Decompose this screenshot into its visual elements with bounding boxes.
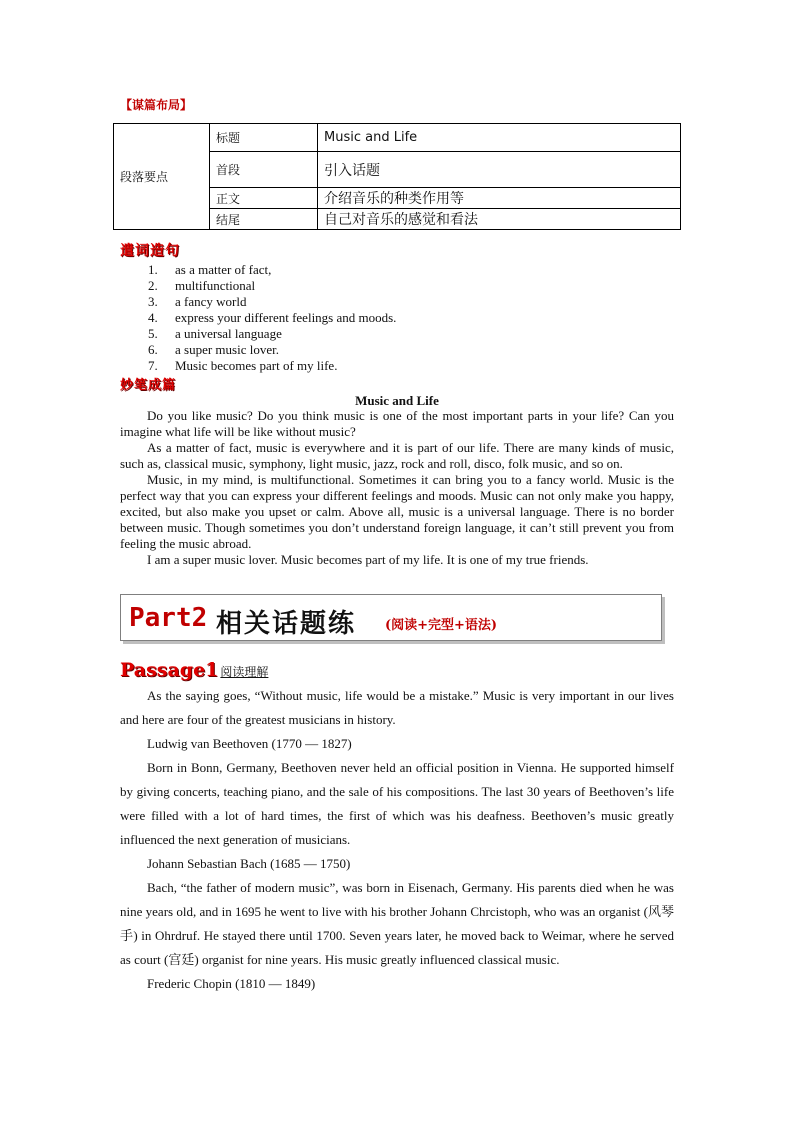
list-item <box>148 278 396 294</box>
item-text: a super music lover. <box>175 342 279 357</box>
passage-paragraph: Bach, “the father of modern music”, was born in Eisenach, Germany. His parents died when he was nine years old, and in 1695 he went to live with his brother Johann Chrcistoph, who was an organist (风琴手) in Ohrdruf. He stayed there until 1700. Seven years later, he moved back to Weimar, where he served as court (宫廷) organist for nine years. His music greatly influenced classical music. <box>120 880 674 967</box>
item-text: Music becomes part of my life. <box>175 358 338 373</box>
passage-paragraph: Johann Sebastian Bach (1685 — 1750) <box>147 856 351 871</box>
item-number: 1. <box>148 262 158 277</box>
item-number: 4. <box>148 310 158 325</box>
outline-row-value: 引入话题 <box>318 152 681 188</box>
part2-label: Part2 <box>129 603 208 633</box>
essay-paragraph: As a matter of fact, music is everywhere and it is part of our life. There are many kinds of music, such as, classical music, symphony, light music, jazz, rock and roll, disco, folk music, and so on. <box>120 440 674 471</box>
passage-label: Passage1 <box>120 659 219 681</box>
list-item <box>148 294 396 310</box>
outline-row-value: 自己对音乐的感觉和看法 <box>318 209 681 230</box>
item-text: a universal language <box>175 326 282 341</box>
section-label-cell <box>114 124 210 230</box>
outline-row-label: 首段 <box>210 152 318 188</box>
passage-paragraph: Born in Bonn, Germany, Beethoven never held an official position in Vienna. He supported himself by giving concerts, teaching piano, and the sale of his compositions. The last 30 years of Beethoven’s life were filled with a lot of hard times, the first of which was his deafness. Beethoven’s music greatly influenced the next generation of musicians. <box>120 760 674 847</box>
essay-heading: 妙笔成篇 <box>120 378 177 393</box>
outline-title: 【谋篇布局】 <box>120 98 193 112</box>
part2-title: 相关话题练 <box>216 609 357 639</box>
essay-paragraph: Do you like music? Do you think music is one of the most important parts in your life? Can you imagine what life will be like without music? <box>120 408 674 439</box>
outline-table <box>113 123 681 230</box>
item-number: 7. <box>148 358 158 373</box>
outline-row-label: 结尾 <box>210 209 318 230</box>
essay-title: Music and Life <box>355 393 439 408</box>
item-number: 3. <box>148 294 158 309</box>
item-text: as a matter of fact, <box>175 262 272 277</box>
phrase-list <box>148 262 396 374</box>
passage-subtitle: 阅读理解 <box>220 665 269 679</box>
passage-heading <box>120 659 268 681</box>
essay-paragraph: I am a super music lover. Music becomes part of my life. It is one of my true friends. <box>147 552 589 567</box>
outline-row-label: 标题 <box>210 124 318 152</box>
item-number: 6. <box>148 342 158 357</box>
item-number: 2. <box>148 278 158 293</box>
part2-subtitle: (阅读+完型+语法) <box>385 618 498 633</box>
essay-paragraph: Music, in my mind, is multifunctional. Sometimes it can bring you to a fancy world. Music is the perfect way that you can express your different feelings and moods. Music can not only make you happy, excited, but also make you upset or calm. Above all, music is a universal language. There is no border between music. Though sometimes you don’t understand foreign language, it can’t still prevent you from feeling the music abroad. <box>120 472 674 551</box>
passage-paragraph: Frederic Chopin (1810 — 1849) <box>147 976 316 991</box>
list-item <box>148 326 396 342</box>
part2-banner <box>120 594 662 641</box>
passage-paragraph: Ludwig van Beethoven (1770 — 1827) <box>147 736 352 751</box>
section-label: 段落要点 <box>120 170 169 184</box>
phrases-heading: 遣词造句 <box>120 243 180 259</box>
item-number: 5. <box>148 326 158 341</box>
item-text: a fancy world <box>175 294 247 309</box>
list-item <box>148 310 396 326</box>
item-text: express your different feelings and moods. <box>175 310 397 325</box>
list-item <box>148 358 396 374</box>
outline-row-value: 介绍音乐的种类作用等 <box>318 188 681 209</box>
item-text: multifunctional <box>175 278 256 293</box>
passage-paragraph: As the saying goes, “Without music, life would be a mistake.” Music is very important in our lives and here are four of the greatest musicians in history. <box>120 688 674 727</box>
outline-row-label: 正文 <box>210 188 318 209</box>
passage-body <box>120 684 674 996</box>
essay-body <box>120 408 674 568</box>
list-item <box>148 262 396 278</box>
outline-row-value: Music and Life <box>318 124 681 152</box>
list-item <box>148 342 396 358</box>
